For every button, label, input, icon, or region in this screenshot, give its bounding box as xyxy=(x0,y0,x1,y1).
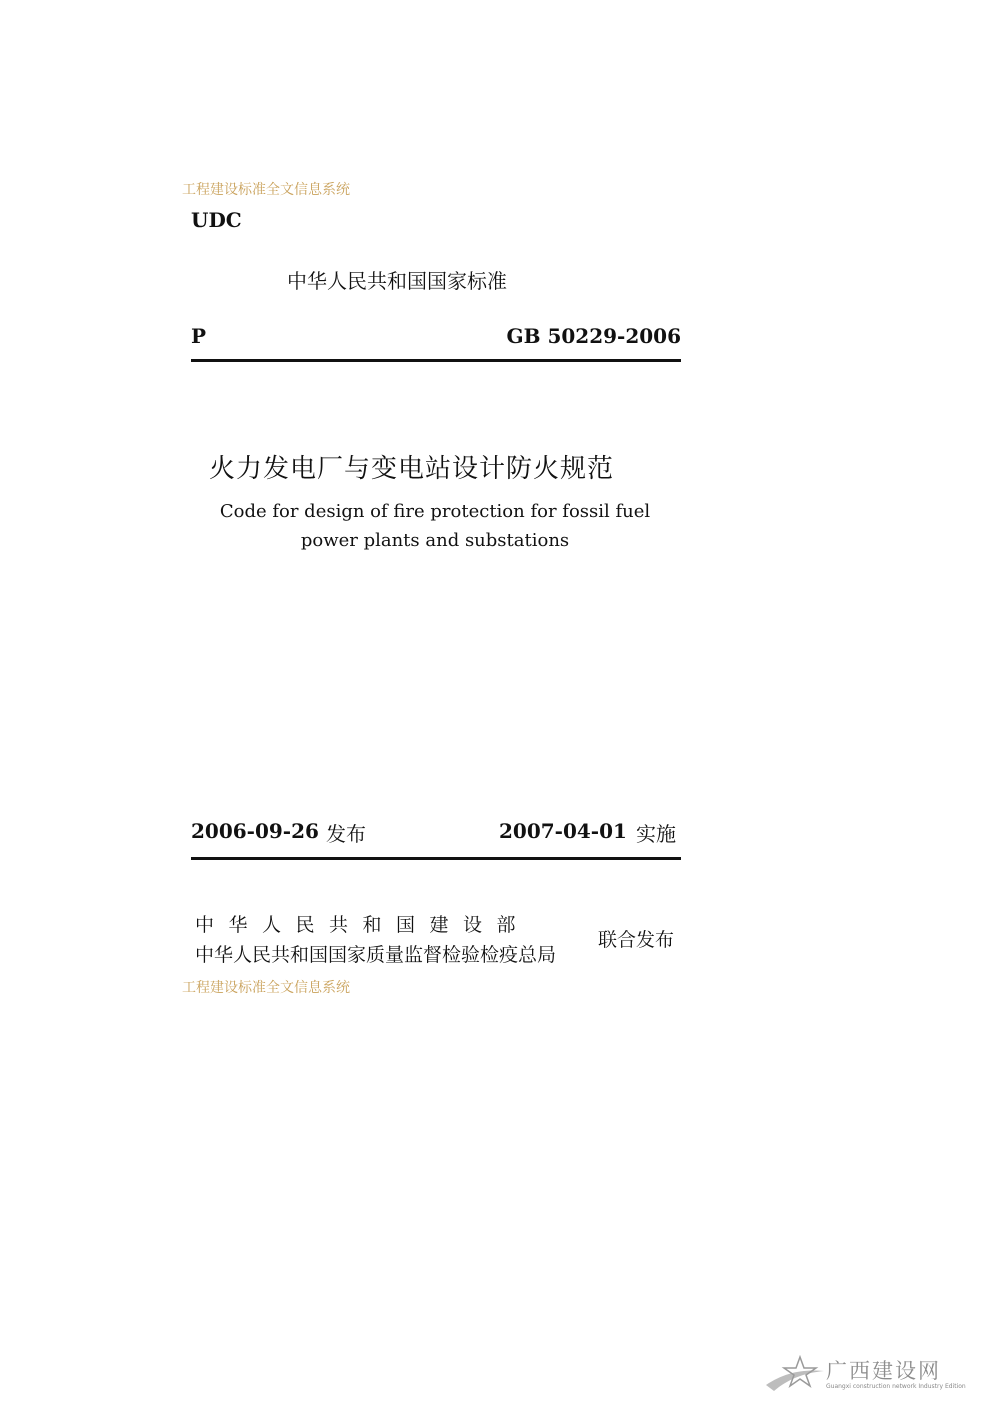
logo-name: 广西建设网 xyxy=(826,1359,941,1383)
effective-date: 2007-04-01 xyxy=(499,819,627,843)
bottom-rule xyxy=(191,857,681,860)
watermark-top: 工程建设标准全文信息系统 xyxy=(182,182,350,198)
issue-date: 2006-09-26 xyxy=(191,819,319,843)
site-logo xyxy=(764,1355,979,1393)
title-en xyxy=(175,497,695,555)
watermark-bottom: 工程建设标准全文信息系统 xyxy=(182,980,350,996)
joint-issue-label: 联合发布 xyxy=(598,929,675,951)
issuer-2: 中华人民共和国国家质量监督检验检疫总局 xyxy=(195,944,557,966)
star-swoosh-icon xyxy=(764,1355,826,1395)
issue-label: 发布 xyxy=(326,822,366,846)
title-en-line-1: Code for design of fire protection for fossil fuel xyxy=(219,501,651,522)
issuer-1: 中华人民共和国建设部 xyxy=(195,914,531,936)
class-code: P xyxy=(191,324,207,348)
standard-number: GB 50229-2006 xyxy=(506,324,681,348)
title-cn: 火力发电厂与变电站设计防火规范 xyxy=(209,454,615,484)
standard-category: 中华人民共和国国家标准 xyxy=(287,269,507,293)
udc-label: UDC xyxy=(191,208,242,232)
title-en-line-2: power plants and substations xyxy=(300,530,570,551)
effective-label: 实施 xyxy=(636,822,676,846)
top-rule xyxy=(191,359,681,362)
logo-subtitle: Guangxi construction network Industry Edition xyxy=(826,1383,966,1390)
